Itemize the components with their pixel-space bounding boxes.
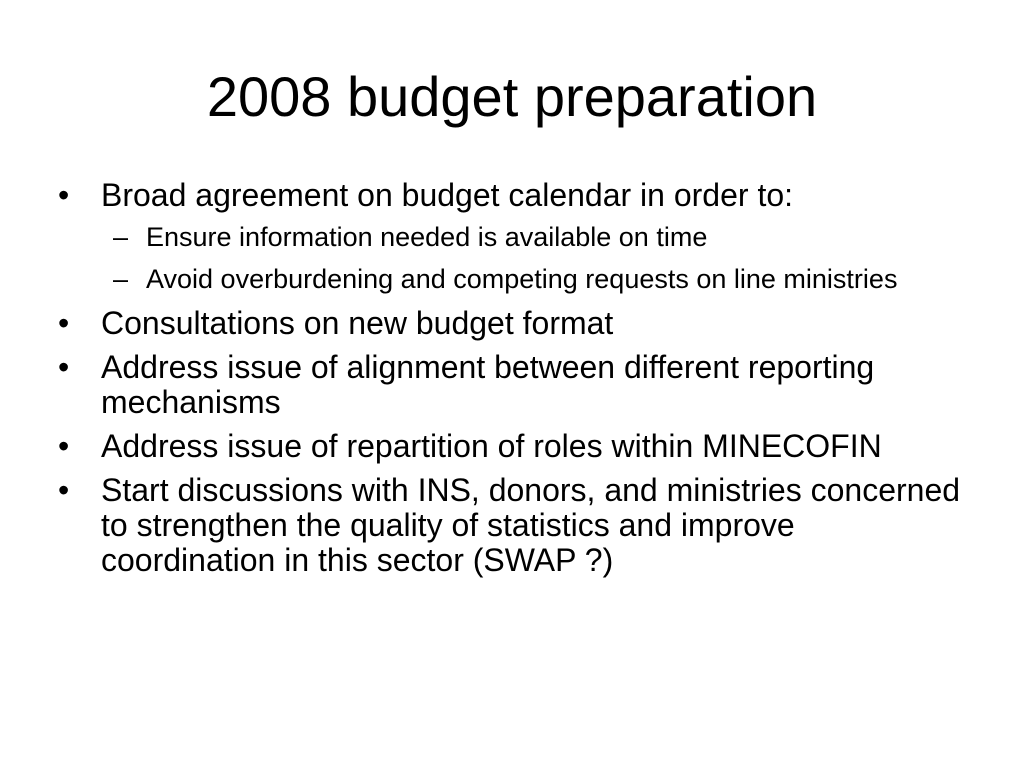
bullet-text: Consultations on new budget format — [101, 305, 614, 341]
slide-body — [0, 178, 1024, 587]
bullet-item-consultations — [0, 306, 1024, 341]
sub-bullet-item-avoid-overburdening — [0, 264, 1024, 294]
bullet-text: Address issue of alignment between different reporting mechanisms — [101, 349, 875, 420]
dash-marker: – — [113, 222, 129, 252]
sub-bullet-text: Avoid overburdening and competing requests on line ministries — [146, 264, 898, 294]
sub-bullet-text: Ensure information needed is available on time — [146, 222, 708, 252]
slide-title: 2008 budget preparation — [206, 65, 818, 128]
dash-marker: – — [113, 264, 129, 294]
bullet-text: Start discussions with INS, donors, and ministries concerned to strengthen the quality of statistics and improve coordination in this sector (SWAP ?) — [101, 472, 961, 578]
bullet-item-budget-calendar — [0, 178, 1024, 213]
bullet-marker: • — [58, 349, 70, 385]
bullet-text: Broad agreement on budget calendar in order to: — [101, 177, 794, 213]
bullet-item-repartition-of-roles — [0, 429, 1024, 464]
bullet-text: Address issue of repartition of roles within MINECOFIN — [101, 428, 882, 464]
bullet-marker: • — [58, 472, 70, 508]
sub-bullet-item-information-on-time — [0, 222, 1024, 252]
bullet-marker: • — [58, 305, 70, 341]
bullet-item-alignment — [0, 350, 1024, 420]
bullet-item-start-discussions — [0, 473, 1024, 578]
bullet-marker: • — [58, 428, 70, 464]
bullet-marker: • — [58, 177, 70, 213]
